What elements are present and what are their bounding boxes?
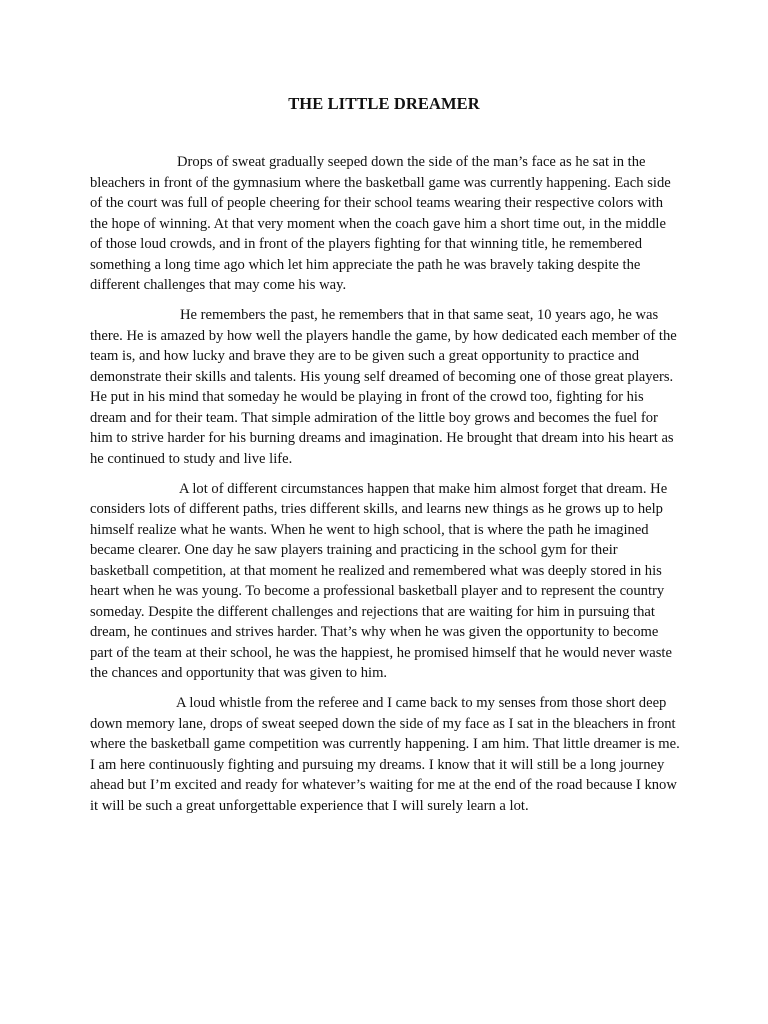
paragraph-2: He remembers the past, he remembers that in that same seat, 10 years ago, he was there. He is amazed by how well the players handle the game, by how dedicated each member of the team is, and how lucky and brave they are to be given such a great opportunity to practice and demonstrate their skills and talents. His young self dreamed of becoming one of those great players. He put in his mind that someday he would be playing in front of the crowd too, fighting for his dream and for their team. That simple admiration of the little boy grows and becomes the fuel for him to strive harder for his burning dreams and imagination. He brought that dream into his heart as he continued to study and live life. <box>90 307 677 467</box>
document-title: THE LITTLE DREAMER <box>288 94 480 113</box>
paragraph-4: A loud whistle from the referee and I came back to my senses from those short deep down memory lane, drops of sweat seeped down the side of my face as I sat in the bleachers in front where the basketball game competition was currently happening. I am him. That little dreamer is me. I am here continuously fighting and pursuing my dreams. I know that it will still be a long journey ahead but I’m excited and ready for whatever’s waiting for me at the end of the road because I know it will be such a great unforgettable experience that I will surely learn a lot. <box>90 695 680 814</box>
document-body <box>90 152 680 826</box>
paragraph-1: Drops of sweat gradually seeped down the side of the man’s face as he sat in the bleachers in front of the gymnasium where the basketball game was currently happening. Each side of the court was full of people cheering for their school teams wearing their respective colors with the hope of winning. At that very moment when the coach gave him a short time out, in the middle of those loud crowds, and in front of the players fighting for that winning title, he remembered something a long time ago which let him appreciate the path he was bravely taking despite the different challenges that may come his way. <box>90 154 671 293</box>
paragraph-3: A lot of different circumstances happen that make him almost forget that dream. He considers lots of different paths, tries different skills, and learns new things as he grows up to help himself realize what he wants. When he went to high school, that is where the path he imagined became clearer. One day he saw players training and practicing in the school gym for their basketball competition, at that moment he realized and remembered what was deeply stored in his heart when he was young. To become a professional basketball player and to represent the country someday. Despite the different challenges and rejections that are waiting for him in pursuing that dream, he continues and strives harder. That’s why when he was given the opportunity to become part of the team at their school, he was the happiest, he promised himself that he would never waste the chances and opportunity that was given to him. <box>90 480 672 681</box>
